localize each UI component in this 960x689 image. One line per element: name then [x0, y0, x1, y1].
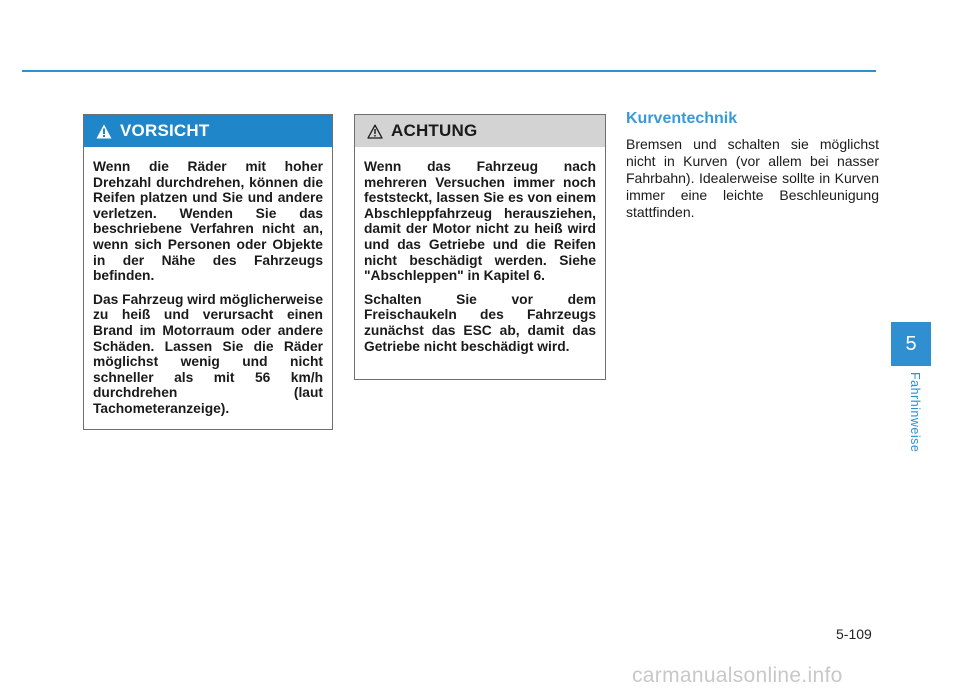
- vorsicht-body: [84, 147, 332, 417]
- section-body: Bremsen und schalten sie möglichst nicht in Kurven (vor allem bei nasser Fahrbahn). Idealerweise sollte in Kurven immer eine leichte Beschleunigung stattfinden.: [626, 136, 879, 220]
- vorsicht-paragraph-2: Das Fahrzeug wird möglicherweise zu heiß und verursacht einen Brand im Motorraum oder andere Schäden. Lassen Sie die Räder möglichst wenig und nicht schneller als mit 56 km/h durchdrehen (laut Tachometeranzeige).: [93, 291, 324, 416]
- achtung-paragraph-2: Schalten Sie vor dem Freischaukeln des Fahrzeugs zunächst das ESC ab, damit das Getriebe nicht beschädigt wird.: [364, 291, 596, 354]
- achtung-paragraph-1: Wenn das Fahrzeug nach mehreren Versuchen immer noch feststeckt, lassen Sie es von einem Abschleppfahrzeug herausziehen, damit der Motor nicht zu heiß wird und das Getriebe und die Reifen nicht beschädigt werden. Siehe "Abschleppen" in Kapitel 6.: [364, 159, 596, 284]
- achtung-header: [355, 115, 605, 147]
- chapter-tab: [891, 322, 931, 366]
- top-rule: [22, 70, 876, 72]
- vorsicht-warning-box: [83, 114, 333, 430]
- section-title: Kurventechnik: [626, 110, 738, 127]
- achtung-title: ACHTUNG: [391, 121, 478, 140]
- vorsicht-title: VORSICHT: [120, 121, 210, 140]
- warning-triangle-icon: [96, 124, 120, 139]
- vorsicht-header: [84, 115, 332, 147]
- achtung-caution-box: [354, 114, 606, 380]
- watermark: carmanualsonline.info: [632, 664, 843, 687]
- caution-triangle-outline-icon: [367, 124, 391, 139]
- chapter-label: Fahrhinweise: [908, 372, 922, 453]
- chapter-number: 5: [905, 332, 917, 355]
- achtung-body: [355, 147, 605, 354]
- vorsicht-paragraph-1: Wenn die Räder mit hoher Drehzahl durchdrehen, können die Reifen platzen und Sie und andere verletzen. Wenden Sie das beschriebene Verfahren nicht an, wenn sich Personen oder Objekte in der Nähe des Fahrzeugs befinden.: [93, 159, 323, 284]
- page-number: 5-109: [836, 626, 872, 642]
